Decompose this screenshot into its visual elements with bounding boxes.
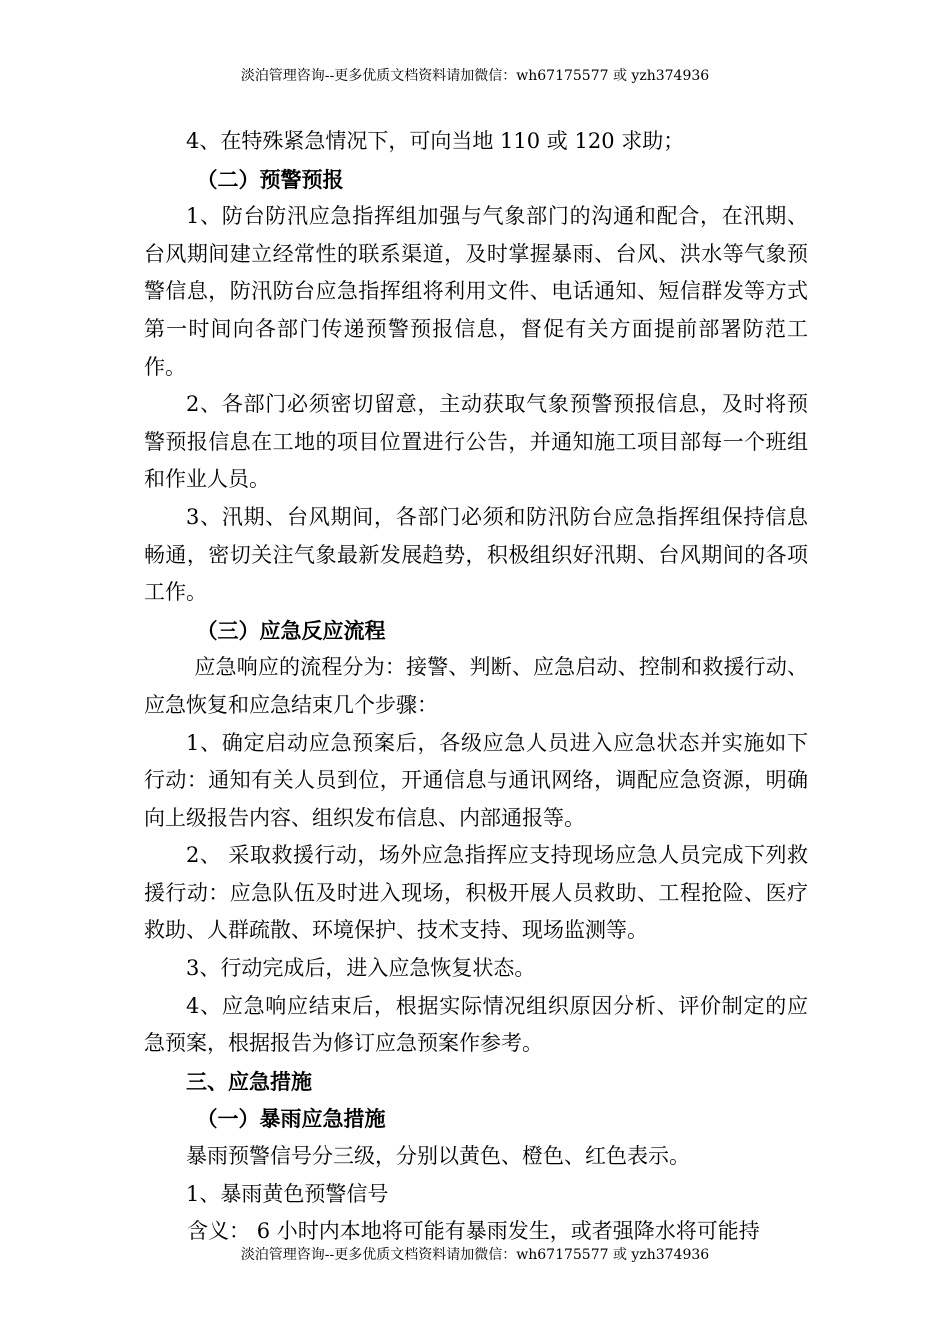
paragraph: 应急响应的流程分为：接警、判断、应急启动、控制和救援行动、应急恢复和应急结束几个步骤： (144, 655, 808, 717)
section-heading: 三、应急措施 (186, 1068, 312, 1094)
paragraph: 3、汛期、台风期间，各部门必须和防汛防台应急指挥组保持信息畅通，密切关注气象最新发展趋势，积极组织好汛期、台风期间的各项工作。 (144, 504, 808, 605)
subsection-heading: （一）暴雨应急措施 (196, 1106, 386, 1132)
paragraph: 1、防台防汛应急指挥组加强与气象部门的沟通和配合，在汛期、台风期间建立经常性的联系渠道，及时掌握暴雨、台风、洪水等气象预警信息，防汛防台应急指挥组将利用文件、电话通知、短信群发等方式第一时间向各部门传递预警预报信息，督促有关方面提前部署防范工作。 (144, 204, 808, 379)
paragraph: 2、各部门必须密切留意，主动获取气象预警预报信息，及时将预警预报信息在工地的项目位置进行公告，并通知施工项目部每一个班组和作业人员。 (144, 392, 808, 492)
subsection-heading: （三）应急反应流程 (196, 617, 386, 643)
subsection-heading: （二）预警预报 (196, 166, 344, 192)
document-body (144, 123, 808, 1251)
paragraph: 1、确定启动应急预案后，各级应急人员进入应急状态并实施如下行动：通知有关人员到位，开通信息与通讯网络，调配应急资源，明确向上级报告内容、组织发布信息、内部通报等。 (144, 730, 808, 830)
paragraph: 3、行动完成后，进入应急恢复状态。 (186, 956, 536, 981)
page-footer: 淡泊管理咨询--更多优质文档资料请加微信：wh67175577 或 yzh374936 (240, 1247, 710, 1263)
paragraph: 暴雨预警信号分三级，分别以黄色、橙色、红色表示。 (186, 1144, 690, 1169)
paragraph: 含义： 6 小时内本地将可能有暴雨发生，或者强降水将可能持 (187, 1219, 760, 1244)
paragraph: 2、 采取救援行动，场外应急指挥应支持现场应急人员完成下列救援行动：应急队伍及时进入现场，积极开展人员救助、工程抢险、医疗救助、人群疏散、环境保护、技术支持、现场监测等。 (144, 843, 808, 943)
page-header: 淡泊管理咨询--更多优质文档资料请加微信：wh67175577 或 yzh374936 (240, 68, 710, 84)
paragraph: 4、应急响应结束后，根据实际情况组织原因分析、评价制定的应急预案，根据报告为修订应急预案作参考。 (144, 993, 808, 1056)
paragraph: 1、暴雨黄色预警信号 (186, 1181, 389, 1206)
paragraph: 4、在特殊紧急情况下，可向当地 110 或 120 求助； (186, 129, 685, 153)
